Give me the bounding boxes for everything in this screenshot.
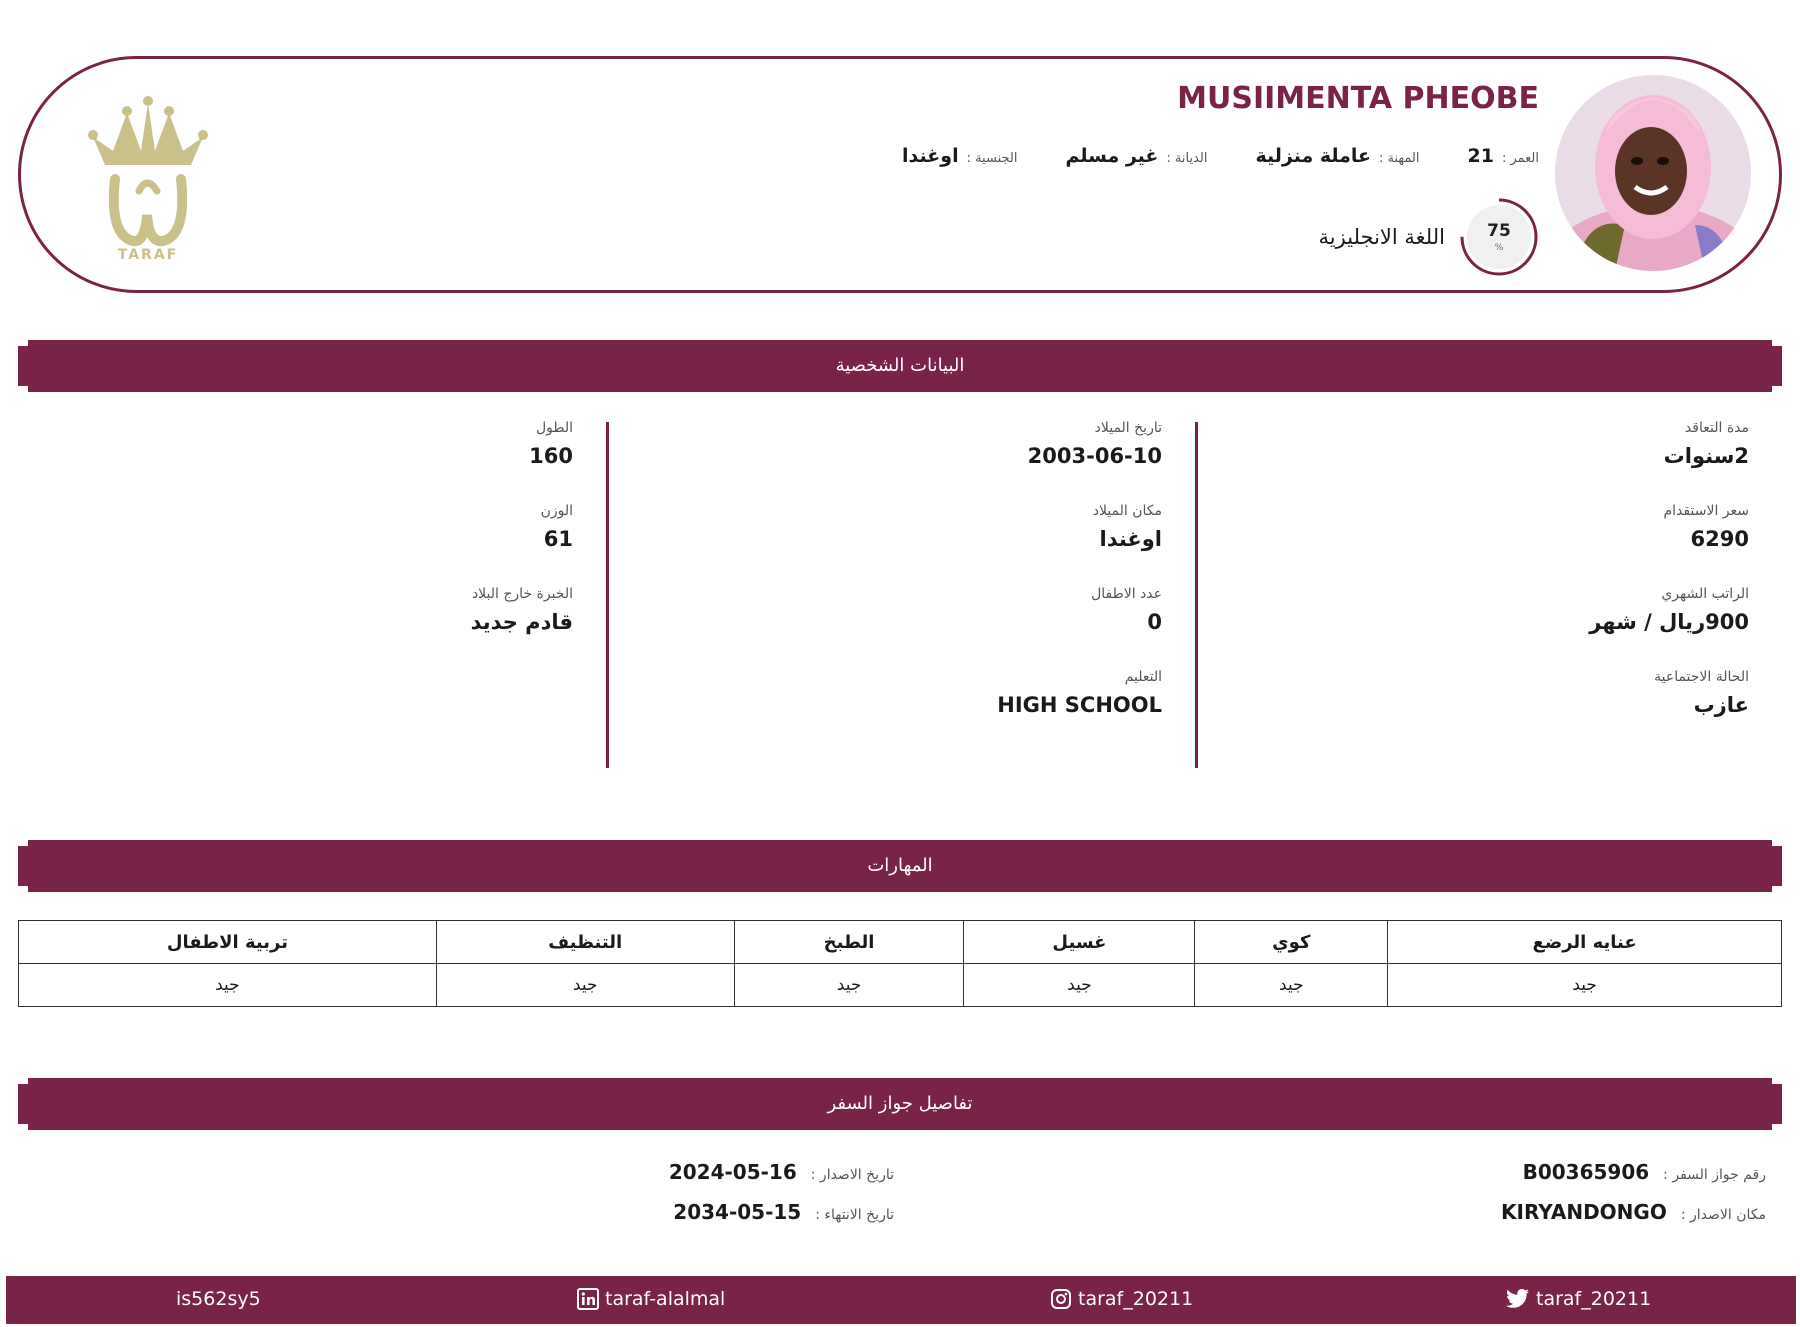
nationality-value: اوغندا <box>902 145 959 167</box>
skill-header: الطبخ <box>734 921 964 964</box>
skills-section-banner <box>18 840 1782 892</box>
issue-date-value: 2024-05-16 <box>668 1160 797 1184</box>
footer-bar <box>6 1276 1796 1324</box>
pob-value: اوغندا <box>1099 527 1162 551</box>
language-percent: 75 <box>1487 221 1511 241</box>
recruit-value: 6290 <box>1690 527 1749 551</box>
height-label: الطول <box>535 420 573 436</box>
passport-section-banner <box>18 1078 1782 1130</box>
passport-issue-date <box>669 1160 894 1184</box>
salary-value: 900ريال / شهر <box>1589 610 1749 634</box>
personal-column-contract <box>1149 420 1749 752</box>
skill-header: التنظيف <box>436 921 734 964</box>
religion-value: غير مسلم <box>1065 145 1159 167</box>
education-label: التعليم <box>1124 669 1162 685</box>
religion <box>1065 145 1207 167</box>
passport-section-title: تفاصيل جواز السفر <box>827 1093 973 1114</box>
contract-label: مدة التعاقد <box>1684 420 1749 436</box>
language-name: اللغة الانجليزية <box>1318 225 1445 249</box>
instagram-handle: taraf_20211 <box>1078 1288 1194 1310</box>
experience-abroad <box>0 586 573 669</box>
skills-value-row <box>19 964 1782 1007</box>
quick-facts <box>902 145 1539 167</box>
twitter-handle: taraf_20211 <box>1536 1288 1652 1310</box>
weight <box>0 503 573 586</box>
pob-label: مكان الميلاد <box>1092 503 1162 519</box>
issue-date-label: تاريخ الاصدار : <box>810 1167 894 1183</box>
column-divider <box>1195 422 1198 768</box>
skill-header: كوي <box>1195 921 1388 964</box>
taraf-logo <box>83 95 213 263</box>
skill-header: تربية الاطفال <box>19 921 437 964</box>
skill-value: جيد <box>1195 964 1388 1007</box>
passport-expiry-date <box>673 1200 894 1224</box>
linkedin-link[interactable] <box>577 1288 725 1310</box>
issue-place-value: KIRYANDONGO <box>1501 1200 1667 1224</box>
skills-section-title: المهارات <box>867 855 933 876</box>
skill-header: عنايه الرضع <box>1388 921 1782 964</box>
profile-card <box>18 56 1782 293</box>
personal-section-banner <box>18 340 1782 392</box>
salary-label: الراتب الشهري <box>1661 586 1749 602</box>
children-count <box>562 586 1162 669</box>
language-progress-ring <box>1459 197 1539 277</box>
marital-status <box>1149 669 1749 752</box>
recruitment-price <box>1149 503 1749 586</box>
weight-label: الوزن <box>540 503 573 519</box>
skill-value: جيد <box>734 964 964 1007</box>
skill-header: غسيل <box>964 921 1195 964</box>
twitter-icon <box>1506 1289 1530 1309</box>
education <box>562 669 1162 752</box>
skills-table <box>18 920 1782 1007</box>
profession-value: عاملة منزلية <box>1255 145 1371 167</box>
issue-place-label: مكان الاصدار : <box>1680 1207 1766 1223</box>
skill-value: جيد <box>964 964 1195 1007</box>
reference-code-text: is562sy5 <box>176 1288 261 1310</box>
religion-label: الديانة : <box>1166 151 1208 166</box>
skill-value: جيد <box>436 964 734 1007</box>
logo-text: TARAF <box>117 247 179 263</box>
age <box>1468 145 1540 167</box>
instagram-link[interactable] <box>1050 1288 1193 1310</box>
personal-column-body <box>0 420 573 669</box>
reference-code <box>176 1288 261 1310</box>
language-skill <box>1319 197 1539 277</box>
passport-issue-place <box>1501 1200 1766 1224</box>
dob-value: 2003-06-10 <box>1027 444 1162 468</box>
recruit-label: سعر الاستقدام <box>1663 503 1749 519</box>
nationality-label: الجنسية : <box>966 151 1018 166</box>
twitter-link[interactable] <box>1506 1288 1651 1310</box>
height-value: 160 <box>529 444 573 468</box>
height <box>0 420 573 503</box>
expiry-date-value: 2034-05-15 <box>673 1200 802 1224</box>
passport-number-value: B00365906 <box>1522 1160 1650 1184</box>
expiry-date-label: تاريخ الانتهاء : <box>815 1207 894 1223</box>
weight-value: 61 <box>543 527 573 551</box>
skills-header-row <box>19 921 1782 964</box>
worker-name: MUSIIMENTA PHEOBE <box>1177 81 1539 116</box>
language-percent-sign: % <box>1494 243 1504 253</box>
linkedin-icon <box>577 1288 599 1310</box>
marital-value: عازب <box>1693 693 1749 717</box>
age-value: 21 <box>1467 145 1494 167</box>
skill-value: جيد <box>1388 964 1782 1007</box>
contract-value: 2سنوات <box>1663 444 1749 468</box>
age-label: العمر : <box>1501 151 1539 166</box>
passport-number-label: رقم جواز السفر : <box>1663 1167 1766 1183</box>
profile-photo <box>1555 75 1751 271</box>
children-label: عدد الاطفال <box>1091 586 1162 602</box>
personal-section-title: البيانات الشخصية <box>835 355 965 376</box>
nationality <box>902 145 1017 167</box>
birth-place <box>562 503 1162 586</box>
passport-number <box>1523 1160 1766 1184</box>
dob-label: تاريخ الميلاد <box>1094 420 1162 436</box>
education-value: HIGH SCHOOL <box>997 693 1162 717</box>
personal-column-birth <box>562 420 1162 752</box>
profession <box>1255 145 1419 167</box>
marital-label: الحالة الاجتماعية <box>1654 669 1749 685</box>
monthly-salary <box>1149 586 1749 669</box>
instagram-icon <box>1050 1288 1072 1310</box>
linkedin-handle: taraf-alalmal <box>605 1288 726 1310</box>
column-divider <box>606 422 609 768</box>
children-value: 0 <box>1147 610 1162 634</box>
experience-value: قادم جديد <box>470 610 573 634</box>
contract-duration <box>1149 420 1749 503</box>
experience-label: الخبرة خارج البلاد <box>471 586 573 602</box>
skill-value: جيد <box>19 964 437 1007</box>
profession-label: المهنة : <box>1379 151 1420 166</box>
birth-date <box>562 420 1162 503</box>
